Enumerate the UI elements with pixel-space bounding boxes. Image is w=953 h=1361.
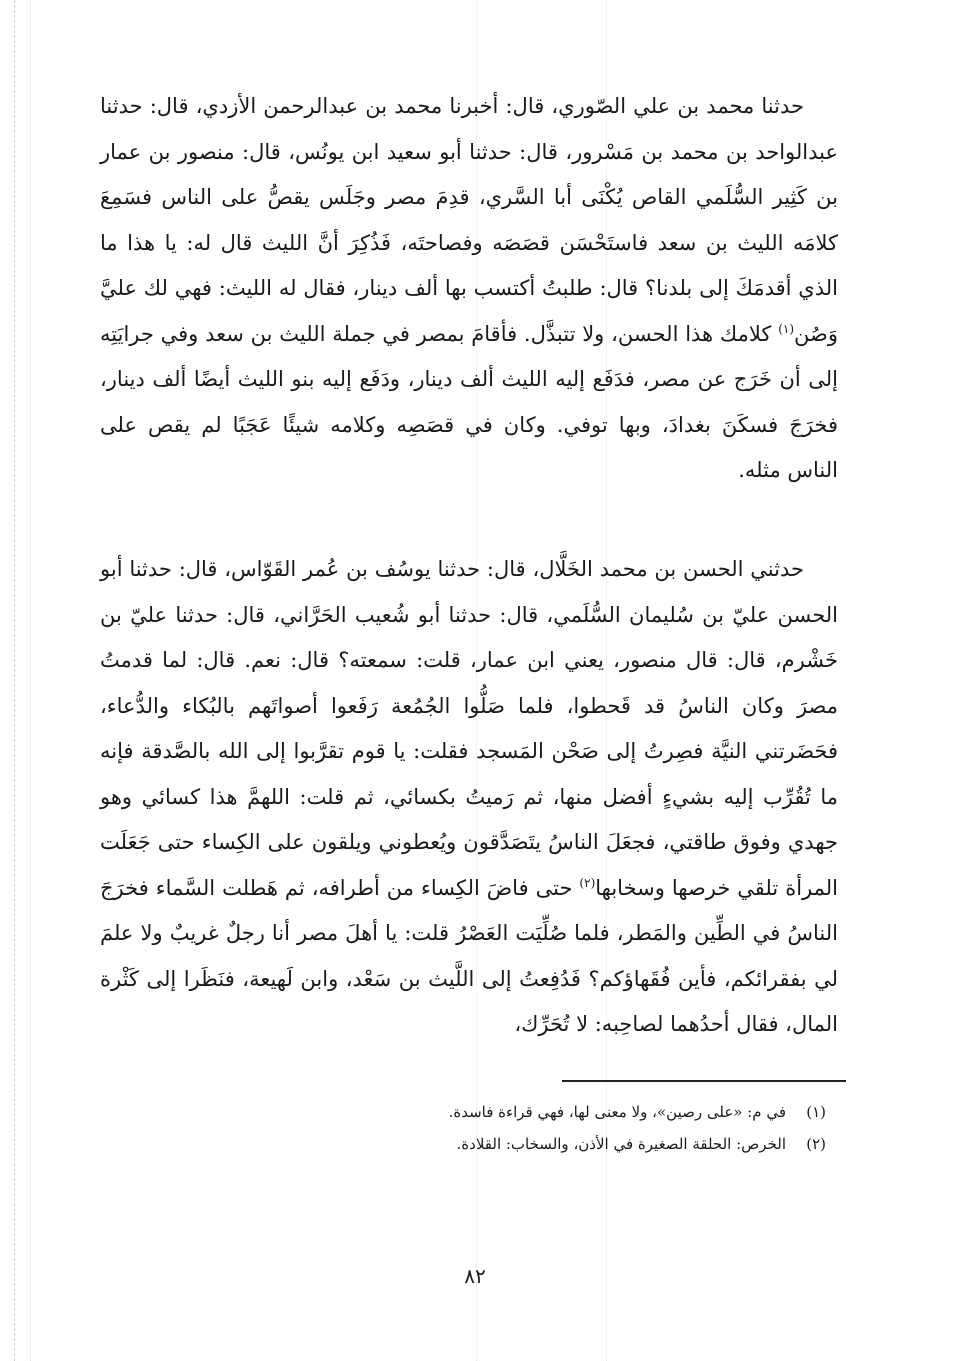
footnote-text: الخرص: الحلقة الصغيرة في الأذن، والسخاب: القلادة.	[456, 1135, 786, 1153]
footnotes	[200, 1096, 826, 1160]
footnote-ref-2: (٢)	[579, 875, 596, 890]
page-number: ٨٢	[464, 1264, 486, 1288]
footnote-text: في م: «على رصين»، ولا معنى لها، فهي قراءة فاسدة.	[448, 1103, 786, 1121]
paragraph-1-text-before: حدثنا محمد بن علي الصّوري، قال: أخبرنا محمد بن عبدالرحمن الأزدي، قال: حدثنا عبدالواحد بن محمد بن مَسْرور، قال: حدثنا أبو سعيد ابن يونُس، قال: منصور بن عمار بن كَثِير السُّلَمي القاص يُكْنَى أبا السَّري، قدِمَ مصر وجَلَس يقصُّ على الناس فسَمِعَ كلامَه الليث بن سعد فاستَحْسَن قصَصَه وفصاحتَه، فَذُكِرَ أنَّ الليث قال له: يا هذا ما الذي أقدمَكَ إلى بلدنا؟ قال: طلبتُ أكتسب بها ألف دينار، فقال له الليث: فهي لك عليَّ وَصُن	[100, 94, 838, 346]
footnote-ref-1: (١)	[778, 321, 795, 336]
scan-edge-line	[14, 0, 15, 1361]
footnote-item	[200, 1128, 826, 1160]
paragraph-2-text-before: حدثني الحسن بن محمد الخَلَّال، قال: حدثنا يوسُف بن عُمر القَوّاس، قال: حدثنا أبو الحسن عليّ بن سُليمان السُّلَمي، قال: حدثنا أبو شُعيب الحَرَّاني، قال: حدثنا عليّ بن خَشْرم، قال: قال منصور، يعني ابن عمار، قلت: سمعته؟ قال: نعم. قال: لما قدمتُ مصرَ وكان الناسُ قد قَحطوا، فلما صَلُّوا الجُمُعة رَفَعوا أصواتَهم بالبُكاء والدُّعاء، فحَضَرتني النيَّة فصِرتُ إلى صَحْن المَسجد فقلت: يا قوم تقرَّبوا إلى الله بالصَّدقة فإنه ما تُقُرِّب إليه بشيءٍ أفضل منها، ثم رَميتُ بكسائي، ثم قلت: اللهمَّ هذا كسائي وهو جهدي وفوق طاقتي، فجعَلَ الناسُ يتَصَدَّقون ويُعطوني ويلقون على الكِساء حتى جَعَلَت المرأة تلقي خرصها وسخابها	[100, 557, 839, 900]
paragraph-1-text-after: كلامك هذا الحسن، ولا تتبذَّل. فأقامَ بمصر في جملة الليث بن سعد وفي جرايَتِه إلى أن خَرَج عن مصر، فدَفَع إليه الليث ألف دينار، ودَفَع إليه بنو الليث أيضًا ألف دينار، فخرَجَ فسكَنَ بغدادَ، وبها توفي. وكان في قصَصِه وكلامه شيئًا عَجَبًا لم يقص على الناس مثله.	[100, 321, 838, 482]
footnote-item	[200, 1096, 826, 1128]
paragraph-1	[100, 84, 838, 494]
footnote-marker: (٢)	[806, 1135, 826, 1153]
footnote-marker: (١)	[806, 1103, 826, 1121]
paragraph-2-text-after: حتى فاضَ الكِساء من أطرافه، ثم هَطلت السَّماء فخرَجَ الناسُ في الطِّين والمَطر، فلما صُلِّيَت العَصْرُ قلت: يا أهلَ مصر أنا رجلٌ غريبٌ ولا علمَ لي بفقرائكم، فأين فُقَهاؤكم؟ فَدُفِعتُ إلى اللَّيث بن سَعْد، وابن لَهيعة، فنَظَرا إلى كَثْرة المال، فقال أحدُهما لصاحِبه: لا تُحَرِّك،	[100, 875, 838, 1036]
footnote-separator	[562, 1080, 846, 1082]
paragraph-2	[100, 547, 838, 1048]
scan-edge-line	[30, 0, 31, 1361]
